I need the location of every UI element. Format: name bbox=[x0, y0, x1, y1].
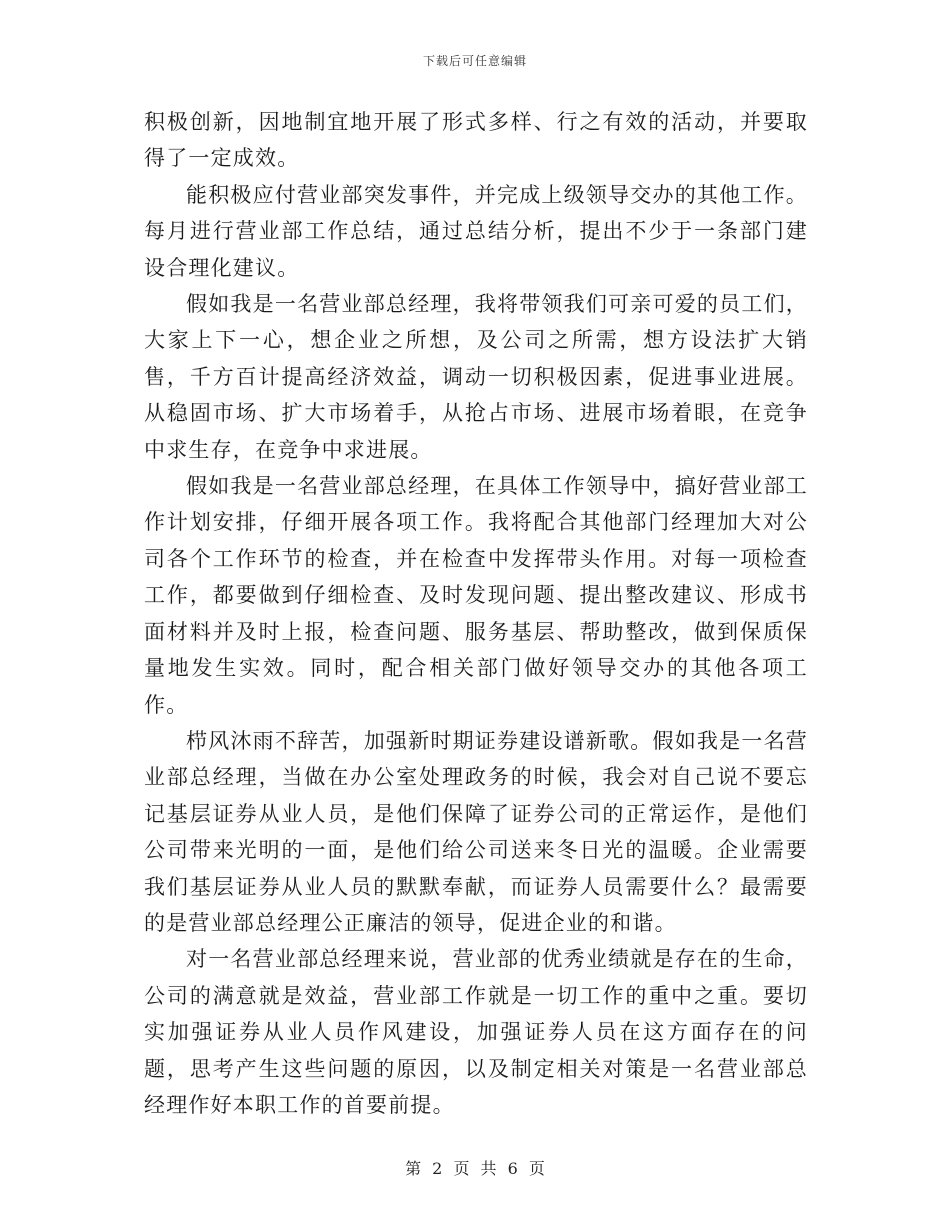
paragraph: 假如我是一名营业部总经理，我将带领我们可亲可爱的员工们，大家上下一心，想企业之所想，及公司之所需，想方设法扩大销售，千方百计提高经济效益，调动一切积极因素，促进事业进展。从稳固市场、扩大市场着手，从抢占市场、进展市场着眼，在竞争中求生存，在竞争中求进展。 bbox=[144, 292, 808, 462]
document-body bbox=[144, 104, 808, 1123]
page-header: 下载后可任意编辑 bbox=[422, 54, 527, 68]
page-number-footer: 第 2 页 共 6 页 bbox=[405, 1159, 545, 1178]
paragraph: 能积极应付营业部突发事件，并完成上级领导交办的其他工作。每月进行营业部工作总结，通过总结分析，提出不少于一条部门建设合理化建议。 bbox=[144, 182, 808, 280]
paragraph: 假如我是一名营业部总经理，在具体工作领导中，搞好营业部工作计划安排，仔细开展各项工作。我将配合其他部门经理加大对公司各个工作环节的检查，并在检查中发挥带头作用。对每一项检查工作，都要做到仔细检查、及时发现问题、提出整改建议、形成书面材料并及时上报，检查问题、服务基层、帮助整改，做到保质保量地发生实效。同时，配合相关部门做好领导交办的其他各项工作。 bbox=[144, 474, 808, 717]
paragraph: 栉风沐雨不辞苦，加强新时期证券建设谱新歌。假如我是一名营业部总经理，当做在办公室处理政务的时候，我会对自己说不要忘记基层证券从业人员，是他们保障了证券公司的正常运作，是他们公司带来光明的一面，是他们给公司送来冬日光的温暖。企业需要我们基层证券从业人员的默默奉献，而证券人员需要什么？最需要的是营业部总经理公正廉洁的领导，促进企业的和谐。 bbox=[144, 728, 808, 935]
paragraph-continued: 积极创新，因地制宜地开展了形式多样、行之有效的活动，并要取得了一定成效。 bbox=[144, 110, 808, 171]
paragraph: 对一名营业部总经理来说，营业部的优秀业绩就是存在的生命，公司的满意就是效益，营业部工作就是一切工作的重中之重。要切实加强证券从业人员作风建设，加强证券人员在这方面存在的问题，思考产生这些问题的原因，以及制定相关对策是一名营业部总经理作好本职工作的首要前提。 bbox=[144, 947, 808, 1117]
